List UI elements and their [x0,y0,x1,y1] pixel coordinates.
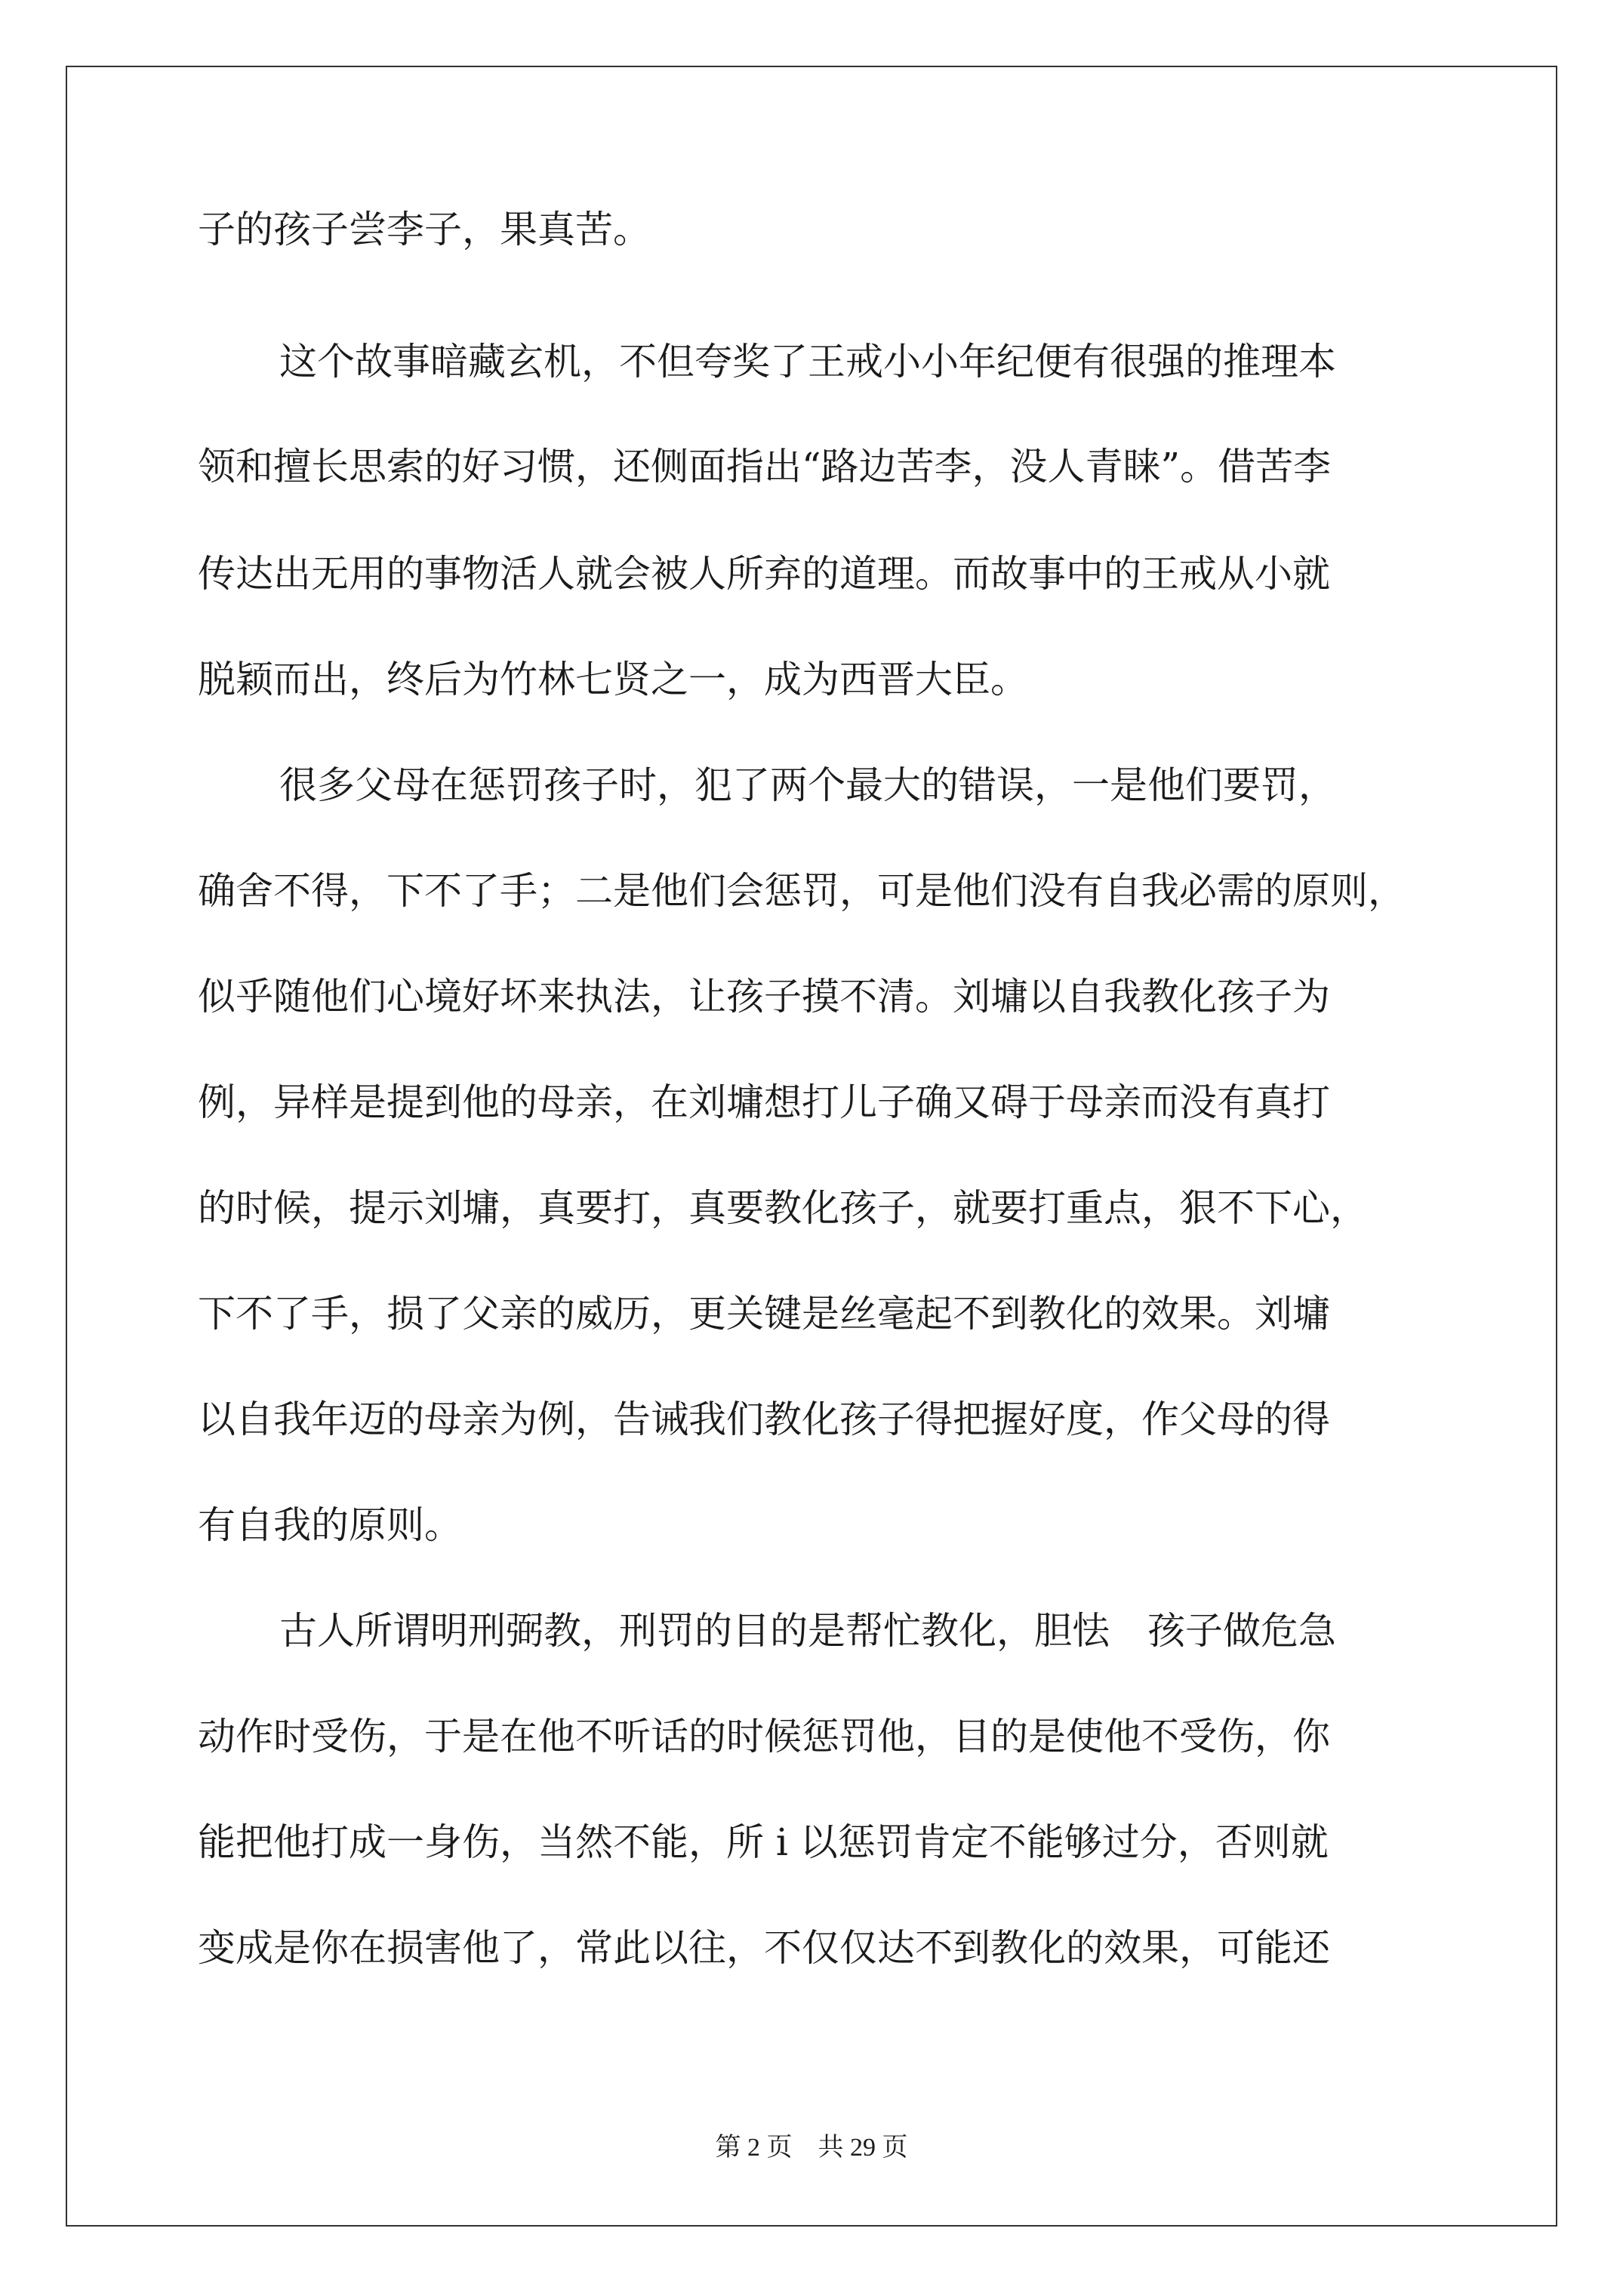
text-line: 脱颖而出，终后为竹林七贤之一，成为西晋大臣。 [198,658,1028,701]
text-line: 很多父母在惩罚孩子时，犯了两个最大的错误，一是他们要罚， [279,763,1336,807]
text-line: 确舍不得，下不了手；二是他们会惩罚，可是他们没有自我必需的原则， [198,869,1406,913]
text-line: 以自我年迈的母亲为例，告诫我们教化孩子得把握好度，作父母的得 [198,1398,1330,1441]
text-line: 领和擅长思索的好习惯，还侧面指出“路边苦李，没人青睐”。借苦李 [198,445,1332,488]
text-line: 下不了手，损了父亲的威历，更关键是丝毫起不到教化的效果。刘墉 [198,1292,1330,1336]
text-line: 子的孩子尝李子，果真苦。 [198,208,651,251]
text-line: 有自我的原则。 [198,1503,462,1547]
text-line: 的时候，提示刘墉，真要打，真要教化孩子，就要打重点，狠不下心， [198,1186,1368,1230]
text-line: 动作时受伤，于是在他不听话的时候惩罚他，目的是使他不受伤，你 [198,1715,1330,1758]
text-line: 古人所谓明刑弼教，刑罚的目的是帮忙教化，胆怯 孩子做危急 [279,1609,1336,1653]
page-border [66,66,1557,2227]
text-line: 能把他打成一身伤，当然不能，所 i 以惩罚肯定不能够过分，否则就 [198,1820,1329,1864]
text-line: 变成是你在损害他了，常此以往，不仅仅达不到教化的效果，可能还 [198,1926,1330,1970]
page-number-footer: 第 2 页 共 29 页 [715,2134,908,2162]
text-line: 这个故事暗藏玄机，不但夸奖了王戒小小年纪便有很强的推理本 [279,340,1336,384]
text-line: 例，异样是提到他的母亲，在刘墉想打儿子确又碍于母亲而没有真打 [198,1080,1330,1124]
text-line: 传达出无用的事物活人就会被人所弃的道理。而故事中的王戒从小就 [198,552,1330,596]
text-line: 似乎随他们心境好坏来执法，让孩子摸不清。刘墉以自我教化孩子为 [198,975,1330,1019]
